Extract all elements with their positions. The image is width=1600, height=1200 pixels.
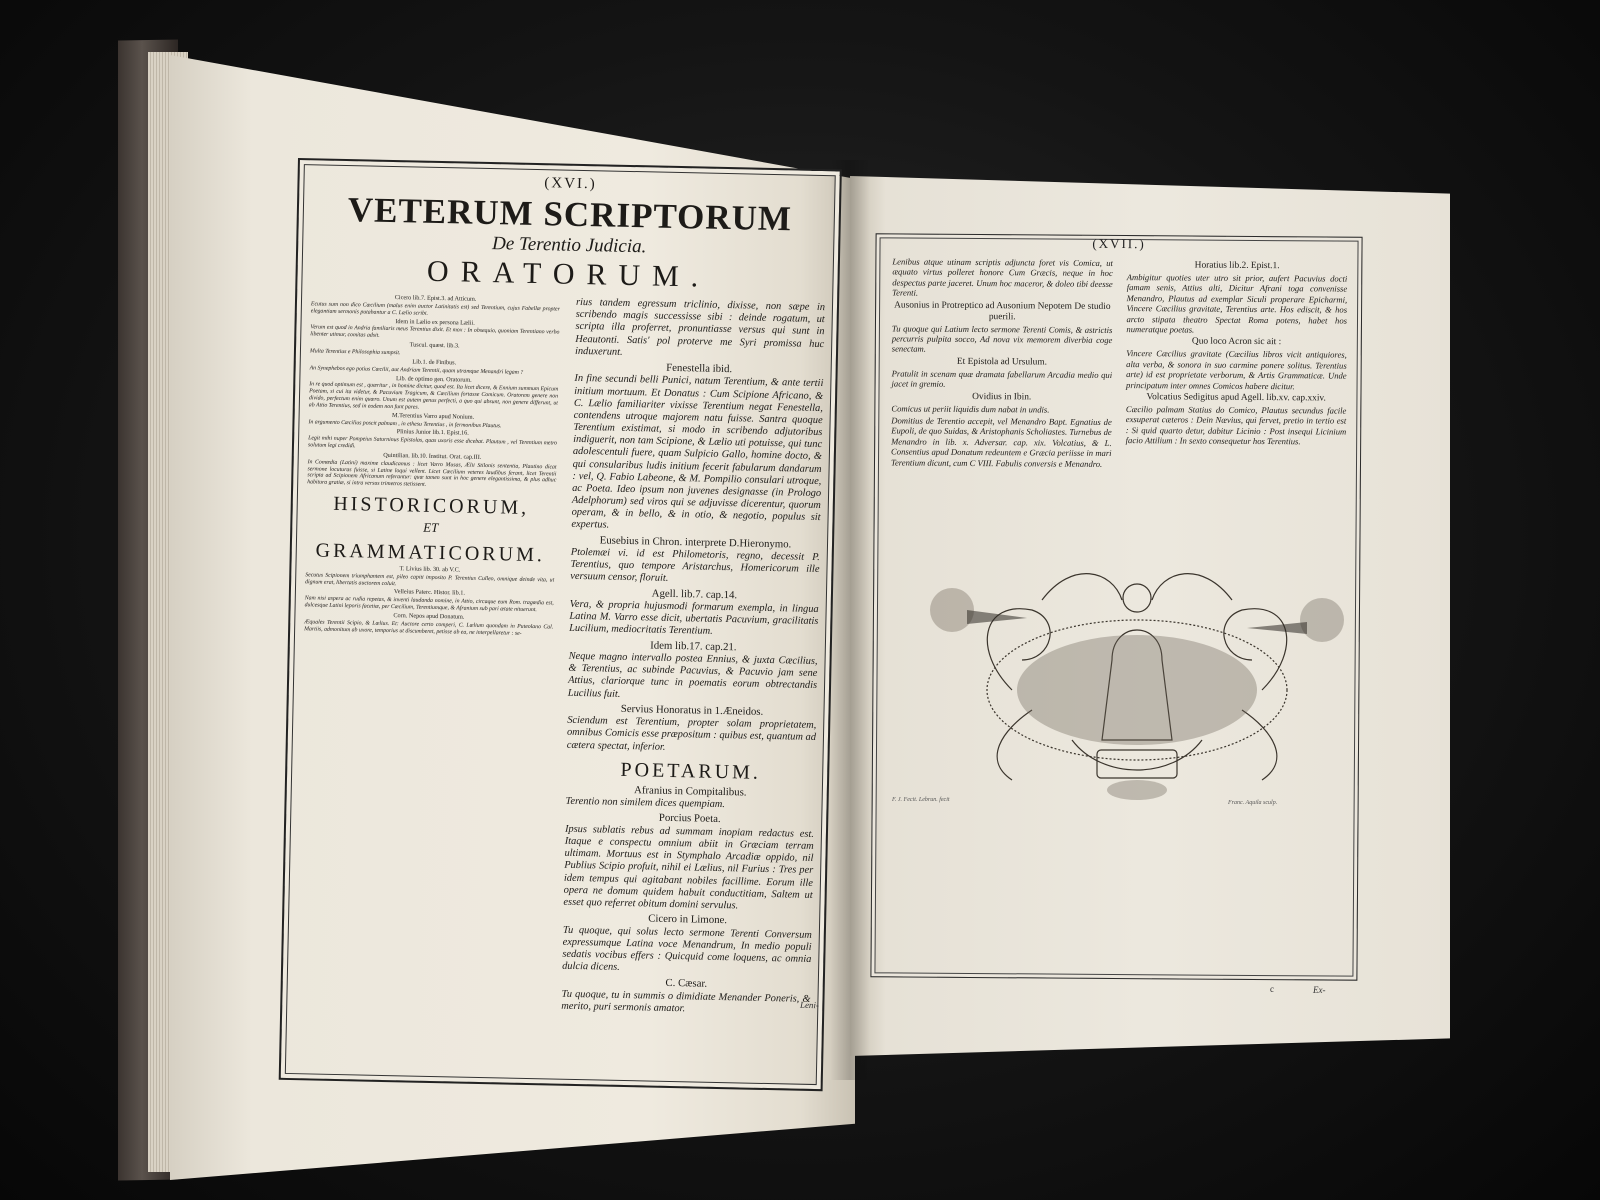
citation-block <box>565 782 814 813</box>
citation-text: Nam nisi aspera ac rudia repetas, & inventi laudanda nomine, in Attio, circaque eum Rom. tragœdia est, dulcesque Latini leporis facetiæ, per Cæcilium, Terentiumque, & Afranium sub pari ætate nituerunt. <box>304 595 554 614</box>
citation-text: Tu quoque qui Latium lecto sermone Terenti Comis, & astrictis percurris pulpita socco, Ad nova vix memorem diverbia coge senectam. <box>891 323 1113 355</box>
page-number-left: (XVI.) <box>544 175 597 193</box>
engraving-credit-right: Franc. Aquila sculp. <box>1228 800 1278 806</box>
citation-block <box>568 637 818 704</box>
citation-text: In argumento Cæcilius poscit palmam , in ethesu Terentius , in fermonibus Plautus. <box>308 418 502 429</box>
citation-text: Domitius de Terentio accepit, vel Menandro Bapt. Egnatius de Eupoli, de quo Suidas, & Aristophanis Scholiastes. Turnebus de Menandro in lib. x. Adversar. cap. xix. Volcatius, & L. Consentius apud Donatum redeuntem e Græcia periisse in mari Terentium dicunt, cum C VIII. Fabulis conversis e Menandro. <box>890 415 1112 469</box>
subtitle: De Terentio Judicia. <box>491 233 647 258</box>
citation-text: Æquales Terentii Scipio, & Lælius. Et: Auctore certo comperi, C. Lælium quondam in Puteolano Cal. Martiis, admonitum ab uxore, temporius ut discumberet, petisse ab ea, ne interpellaretur : se- <box>304 619 554 637</box>
citation-text: Ambigitur quoties uter utro sit prior, aufert Pacuvius docti famam senis, Attius alti, Dicitur Afrani toga convenisse Menandro, Plautus ad exemplar Siculi properare Epicharmi, Vincere Cæcilius gravitate, Terentius arte. Hos ediscit, & hos arcto stipata theatro Spectat Roma potens, habet hos numeratque poetas. <box>1126 272 1348 335</box>
page-number-right: (XVII.) <box>1092 235 1146 252</box>
citation-text: Secutus Scipionem triumphantem est, pileo capiti imposito P. Terentius Culleo, omnique deinde vita, ut dignum erat, libertatis auctorem coluit. <box>305 572 555 587</box>
citation-source: Volcatius Sedigitus apud Agell. lib.xv. cap.xxiv. <box>1146 392 1326 404</box>
section-historicorum: HISTORICORUM, <box>333 492 530 519</box>
citation-source: Velleius Paterc. Histor. lib.1. <box>393 588 465 598</box>
section-poetarum: POETARUM. <box>620 758 762 784</box>
citation-text: Vera, & propria hujusmodi formarum exempla, in lingua Latina M. Varro esse dicit, ubertatis Pacuvium, gracilitatis Lucilium, mediocritatis Terentium. <box>569 598 819 638</box>
citation-text: Cæcilio palmam Statius do Comico, Plautus secundus facile exsuperat cæteros : Dein Nævius, qui fervet, pretio in tertio est : Si quid quarto detur, dabitur Licinio : Post insequi Licinium facio Attilium : In sexto consequetur hos Terentius. <box>1125 404 1347 447</box>
citation-source: Eusebius in Chron. interprete D.Hieronymo. <box>599 533 792 550</box>
left-text-frame <box>279 158 842 1091</box>
citation-source: Porcius Poeta. <box>658 812 721 826</box>
citation-text: An Synephebos ego potius Cæcilii, aut Andriam Terentii, quam utramque Menandri legam ? <box>309 365 524 376</box>
citation-block <box>892 256 1113 299</box>
right-page-left-column <box>891 256 1113 471</box>
citation-block <box>570 533 820 588</box>
citation-text: Sciendum est Terentium, propter solam proprietatem, omnibus Comicis esse præpositum : quibus est, quantum ad cætera spectat, inferior. <box>566 714 817 753</box>
citation-block <box>311 293 560 320</box>
citation-text: rius tandem egressum triclinio, dixisse, non sæpe in scribendo magis successisse sibi : deinde rogatum, ut scripta illa proferret, pronuntiasse versus qui sunt in Heautonti. Satis' pol proterve me Syri promissa huc induxerunt. <box>574 296 826 358</box>
citation-text: In re quod optimum est , quæritur , in homine dicitur, quod est. Ita licet dicere, & Ennium summum Epicum Poetam, si cui ita videtur, & Pacuvium Tragicum, & Cæcilium fortasse Comicum. Oratorem genere non divido, perfectum enim quæro. Unum est autem genus perfecti, a quo qui absunt, non genere differunt, ut ab Attio Terentius, sed in eodem non funt pares. <box>308 381 559 411</box>
engraving-illustration <box>912 540 1362 810</box>
citation-block <box>891 391 1112 415</box>
citation-text: Pratulit in scenam quæ dramata fabellarum Arcadia medio qui jacet in gremio. <box>891 368 1113 390</box>
citation-block <box>561 975 811 1018</box>
main-title: VETERUM SCRIPTORUM <box>347 190 793 239</box>
citation-source: Ausonius in Protreptico ad Ausonium Nepotem De studio puerili. <box>894 300 1111 322</box>
citation-source: Idem in Lælio ex persona Lælii. <box>395 317 475 327</box>
citation-block <box>1126 260 1347 336</box>
citation-source: Corn. Nepos apud Donatum. <box>393 612 465 621</box>
citation-source: Cicero in Limone. <box>648 912 728 927</box>
citation-source: Quintilian. lib.10. Institut. Orat. cap.III. <box>383 451 482 461</box>
citation-block <box>892 300 1113 356</box>
citation-source: Cicero lib.7. Epist.3. ad Atticum. <box>394 294 477 303</box>
citation-text: Tu quoque, tu in summis o dimidiate Menander Poneris, & merito, puri sermonis amator. <box>561 988 811 1015</box>
citation-block <box>892 356 1113 390</box>
citation-source: Fenestella ibid. <box>666 361 733 375</box>
citation-text: Multa Terentius e Philosophia sumpsit. <box>309 348 401 357</box>
citation-text: Vincere Cæcilius gravitate (Cæcilius libros vicit antiquiores, alta verba, & sonora in suo carmine ponere solitus. Terentius arte) id est proprietate verborum, & Artis Grammaticæ. Unde principatum inter omnes Comicos habere dicitur. <box>1126 348 1347 391</box>
citation-source: C. Cæsar. <box>665 977 708 991</box>
citation-text: Ecutus sum non dico Cæcilium (malus enim auctor Latinitatis est) sed Terentium, cujus Fabellæ propter elegantiam sermonis putabantur a C. Lælio scribi. <box>310 301 560 317</box>
citation-block <box>310 317 559 344</box>
citation-source: Lib. de optimo gen. Oratorum. <box>395 374 472 384</box>
citation-block <box>308 428 557 455</box>
citation-source: Horatius lib.2. Epist.1. <box>1194 260 1280 272</box>
citation-block <box>305 564 554 591</box>
citation-block <box>304 611 553 638</box>
citation-source: Idem lib.17. cap.21. <box>650 639 737 653</box>
citation-source: M.Terentius Varro apud Nonium. <box>392 411 475 421</box>
citation-text: Terentio non similem dices quempiam. <box>565 795 726 811</box>
citation-block <box>1126 392 1347 447</box>
citation-block <box>305 588 554 615</box>
citation-source: Ovidius in Ibin. <box>972 391 1032 403</box>
citation-block <box>569 585 819 640</box>
citation-block <box>575 297 825 363</box>
citation-text: Lenibus atque utinam scriptis adjuncta foret vis Comica, ut æquato virtus polleret honore Cum Græcis, neque in hoc despectus parte jaceret. Unum hoc maceror, & doleo tibi deesse Terenti. <box>892 256 1113 298</box>
citation-source: T. Livius lib. 30. ab V.C. <box>399 565 461 574</box>
signature-mark: c <box>1270 984 1274 994</box>
citation-block <box>571 360 824 537</box>
citation-block <box>891 415 1112 469</box>
citation-block <box>309 374 559 414</box>
citation-block <box>563 810 814 914</box>
section-oratorum: ORATORUM. <box>426 254 711 294</box>
citation-block <box>567 702 817 757</box>
citation-source: Agell. lib.7. cap.14. <box>651 587 738 601</box>
catchword-left: Leni- <box>799 999 820 1011</box>
citation-text: Neque magno intervallo postea Ennius, & juxta Cæcilius, & Terentius, ac subinde Pacuvius, & Pacuvio jam sene Attius, clariorque tunc in poematis eorum obtrectandis Lucilius fuit. <box>567 650 818 700</box>
citation-text: Legit mihi nuper Pompeius Saturninus Epistolas, quas uxoris esse dicebat. Plautum , vel Terentium metro solutum legi credidi. <box>307 435 558 450</box>
citation-block <box>307 451 557 491</box>
citation-source: Et Epistola ad Ursulum. <box>956 356 1048 368</box>
citation-source: Lib.1. de Finibus. <box>412 358 457 367</box>
citation-text: Ipsus sublatis rebus ad summam inopiam redactus est. Itaque e conspectu omnium abiit in Græciam terram ultimam. Mortuus est in Stymphalo Arcadiæ oppido, nil Publius Scipio profuit, nihil ei Lælius, nil Furius : Tres per idem tempus qui agitabant nobiles facillime. Eorum ille opera ne domum quidem habuit conductitiam, Saltem ut esset quo referret obitum domini servulus. <box>563 823 815 912</box>
citation-source: Plinius Junior lib.1. Epist.16. <box>396 428 469 437</box>
citation-text: Comicus ut periit liquidis dum nabat in undis. <box>891 403 1050 415</box>
citation-source: Tuscul. quæst. lib.3. <box>409 341 460 350</box>
right-page-right-column <box>1125 258 1347 473</box>
citation-text: Tu quoque, qui solus lecto sermone Terenti Conversum expressumque Latina voce Menandrum, In medio populi sedatis vocibus effers : Quicquid come loquens, ac omnia dulcia dicens. <box>562 924 812 974</box>
right-column <box>561 297 825 1020</box>
engraving-credit-left: F. J. Fecit. Lebrun. fecit <box>892 797 950 803</box>
section-grammaticorum: GRAMMATICORUM. <box>315 539 546 567</box>
citation-text: Ptolemæi vi. id est Philometoris, regno, decessit P. Terentius, quo tempore Aristarchus, Homericorum ille versuum censor, floruit. <box>570 546 820 585</box>
section-et: ET <box>423 519 439 535</box>
citation-text: In Comœdia (Latini) maxime claudicamus : licet Varro Musas, Ælii Stilonis sententia, Plautino dicat sermone locuturas fuisse, si Latine loqui vellent. Licet Cæcilium veteres laudibus ferant, licet Terentii scripta ad Scipionem Africanum referantur: quæ tamen sunt in hoc genere elegantissima, & plus adhuc habitura gratiæ, si intra versus trimetros stetissent. <box>307 459 557 488</box>
citation-source: Afranius in Compitalibus. <box>633 783 747 799</box>
citation-text: In fine secundi belli Punici, natum Terentium, & ante tertii initium mortuum. Et Donatus : Cum Scipione Africano, & C. Lælio familiariter vixisse Terentium negat Fenestella, contendens utroque majorem natu fuisse. Santra quoque Terentium existimat, si modo in scribendo adjutoribus indiguerit, non tam Scipione, & Lælio uti potuisse, qui tunc adolescentuli fuere, quam Sulpicio Gallo, homine docto, & qui consularibus ludis initium fecerit fabularum dandarum : vel, Q. Fabio Labeone, & M. Pompilio consulari utroque, ac Poeta. Ideo ipsum non juvenes designasse (in Prologo Adelphorum) sed viros qui se adjuvisse dicerentur, quorum operam, & in bello, & in otio, & negotio, populus sit expertus. <box>571 373 824 532</box>
citation-block <box>1126 336 1347 391</box>
catchword-right: Ex- <box>1313 985 1326 995</box>
citation-text: Verum est quod in Andria familiaris meus Terentius dixit. Et mox : In obsequio, quoniam Terentiano verbo libenter utimur, comitas adsit. <box>310 324 560 339</box>
citation-block <box>562 911 812 978</box>
citation-source: Servius Honoratus in 1.Æneidos. <box>620 702 764 718</box>
left-column <box>296 291 560 1014</box>
citation-source: Quo loco Acron sic ait : <box>1191 336 1282 348</box>
